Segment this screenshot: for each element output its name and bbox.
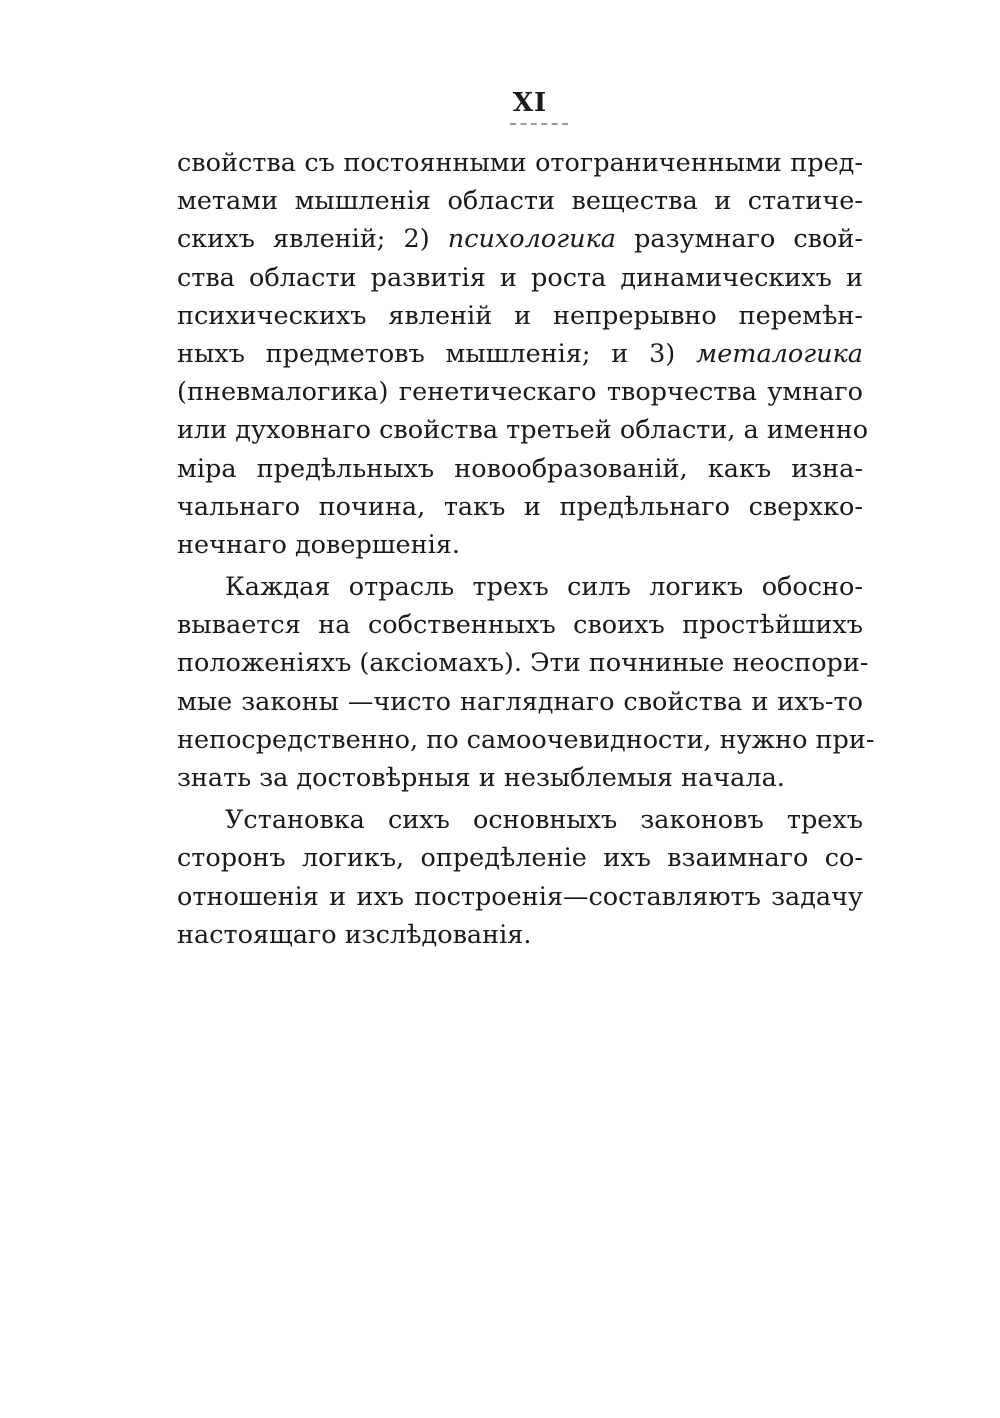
text-line	[177, 335, 863, 373]
body-text	[177, 144, 875, 954]
text-line: свойства съ постоянными отограниченными пред-	[177, 148, 863, 178]
text-line: отношенія и ихъ построенія—составляютъ задачу	[177, 881, 863, 912]
paragraph-3	[177, 801, 863, 954]
page-number-rule	[510, 123, 568, 125]
text-line: или духовнаго свойства третьей области, а именно	[177, 415, 869, 446]
text-line: положеніяхъ (аксіомахъ). Эти почниные неоспори-	[177, 648, 869, 679]
text-line: психическихъ явленій и непрерывно перемѣн-	[177, 300, 863, 331]
page-number: XI	[512, 88, 548, 118]
italic-term: психологика	[447, 224, 616, 255]
text-segment: разумнаго свой-	[616, 224, 864, 255]
paragraph-2	[177, 568, 875, 797]
text-line: чальнаго почина, такъ и предѣльнаго сверхко-	[177, 491, 863, 522]
text-line: непосредственно, по самоочевидности, нужно при-	[177, 724, 875, 755]
paragraph-1	[177, 144, 869, 564]
italic-term: металогика	[696, 338, 863, 369]
text-segment: скихъ явленій; 2)	[177, 224, 448, 255]
text-line: вывается на собственныхъ своихъ простѣйшихъ	[177, 610, 863, 641]
text-line: (пневмалогика) генетическаго творчества умнаго	[177, 377, 863, 408]
text-line: міра предѣльныхъ новообразованій, какъ изна-	[177, 453, 863, 484]
text-line: ства области развитія и роста динамическихъ и	[177, 262, 863, 293]
text-line: Установка сихъ основныхъ законовъ трехъ	[225, 805, 863, 836]
text-line: Каждая отрасль трехъ силъ логикъ обосно-	[225, 572, 863, 603]
text-line: нечнаго довершенія.	[177, 529, 460, 560]
text-line: настоящаго изслѣдованія.	[177, 919, 532, 950]
text-line: знать за достовѣрныя и незыблемыя начала.	[177, 763, 785, 793]
text-line: мые законы —чисто нагляднаго свойства и ихъ-то	[177, 686, 863, 717]
text-line: сторонъ логикъ, опредѣленіе ихъ взаимнаго со-	[177, 843, 863, 874]
text-line	[177, 220, 863, 258]
text-line: метами мышленія области вещества и статиче-	[177, 186, 863, 217]
text-segment: ныхъ предметовъ мышленія; и 3)	[177, 338, 697, 369]
